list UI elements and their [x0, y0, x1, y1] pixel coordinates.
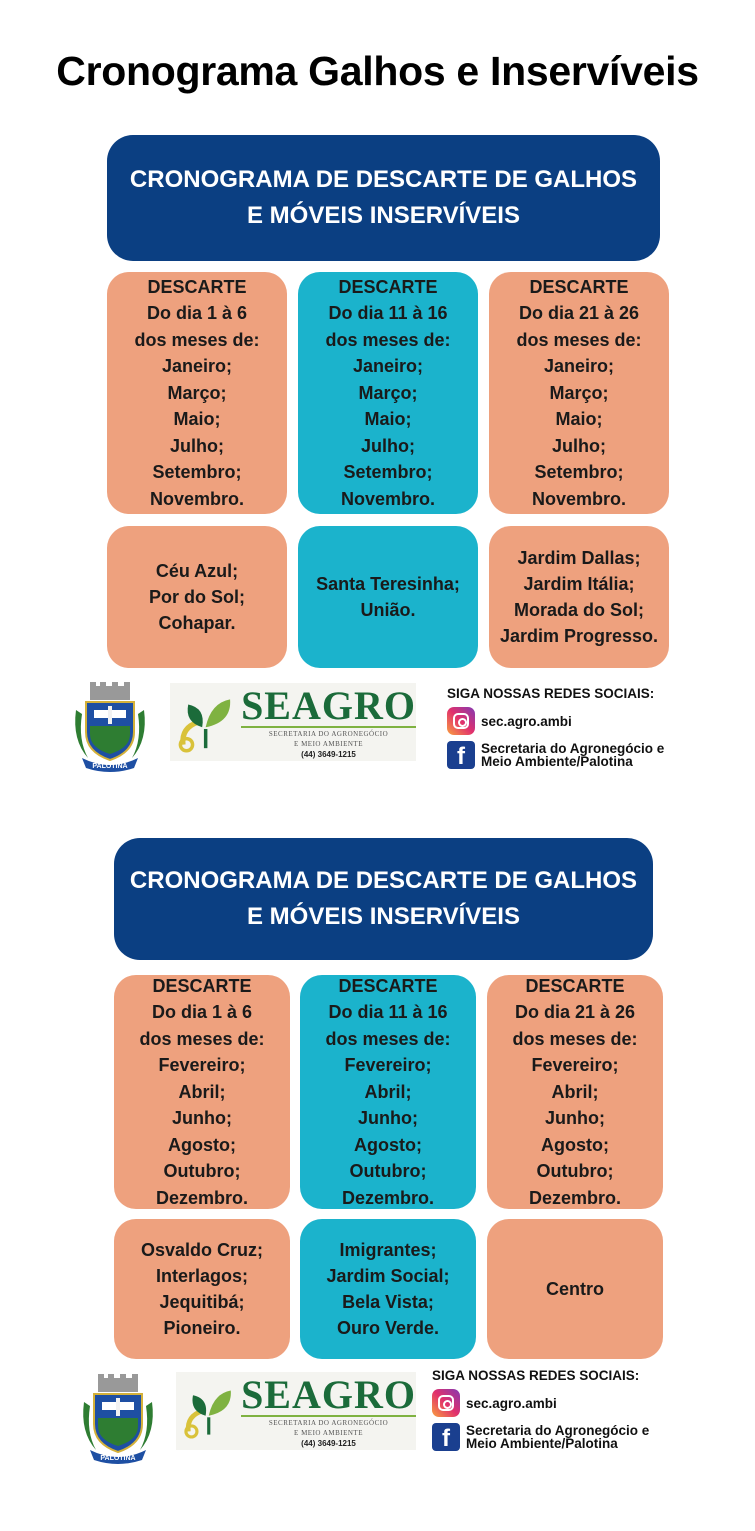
- instagram-icon: [432, 1389, 460, 1417]
- palotina-crest-icon: [68, 680, 152, 772]
- svg-text:PALOTINA: PALOTINA: [92, 763, 128, 770]
- neighborhood-name: Jequitibá;: [159, 1292, 245, 1312]
- instagram-handle: sec.agro.ambi: [466, 1395, 557, 1411]
- facebook-line: Meio Ambiente/Palotina: [466, 1436, 618, 1451]
- neighborhood-name: Jardim Dallas;: [517, 548, 641, 568]
- card-line: Novembro.: [340, 488, 436, 509]
- card-line: Abril;: [364, 1081, 412, 1102]
- facebook-link[interactable]: [447, 741, 747, 769]
- instagram-link[interactable]: [432, 1389, 742, 1417]
- schedule-card-days-21-26: [489, 272, 669, 514]
- card-line: Junho;: [358, 1108, 418, 1129]
- facebook-link[interactable]: [432, 1423, 742, 1451]
- schedule-card-days-21-26: [487, 975, 663, 1209]
- facebook-line: Secretaria do Agronegócio e: [466, 1423, 650, 1438]
- palotina-crest-icon: [76, 1372, 160, 1464]
- card-line: Novembro.: [149, 488, 245, 509]
- card-line: Setembro;: [343, 462, 433, 483]
- card-line: Março;: [167, 382, 227, 403]
- neighborhood-name: Santa Teresinha;: [316, 574, 460, 594]
- card-line: Do dia 1 à 6: [151, 1002, 253, 1023]
- seagro-logo: [170, 683, 416, 761]
- facebook-icon: f: [432, 1423, 460, 1451]
- neighborhood-name: Céu Azul;: [155, 561, 239, 581]
- neighborhood-name: Jardim Itália;: [523, 574, 635, 594]
- neighborhood-name: Centro: [546, 1279, 604, 1299]
- section-header: [114, 838, 653, 960]
- card-line: Julho;: [170, 435, 224, 456]
- card-line: Dezembro.: [341, 1187, 435, 1208]
- card-line: Do dia 11 à 16: [328, 1002, 448, 1023]
- card-line: Janeiro;: [352, 356, 424, 377]
- seagro-logo: [176, 1372, 416, 1450]
- neighborhood-name: Interlagos;: [155, 1266, 248, 1286]
- neighborhood-card: [489, 526, 669, 668]
- neighborhood-name: Bela Vista;: [342, 1292, 434, 1312]
- card-line: Agosto;: [541, 1134, 609, 1155]
- card-line: Agosto;: [168, 1134, 236, 1155]
- neighborhood-name: Cohapar.: [158, 613, 236, 633]
- instagram-handle: sec.agro.ambi: [481, 713, 572, 729]
- neighborhood-name: Pioneiro.: [163, 1318, 241, 1338]
- logo-sub: SECRETARIA DO AGRONEGÓCIO: [268, 1418, 389, 1427]
- card-line: DESCARTE: [152, 975, 252, 996]
- card-line: Outubro;: [536, 1161, 614, 1182]
- card-line: dos meses de:: [325, 1028, 451, 1049]
- logo-phone: (44) 3649-1215: [301, 749, 356, 759]
- card-line: Fevereiro;: [531, 1055, 619, 1076]
- card-line: Dezembro.: [528, 1187, 622, 1208]
- logo-name: SEAGRO: [241, 1371, 416, 1417]
- neighborhood-name: Por do Sol;: [149, 587, 245, 607]
- card-line: Agosto;: [354, 1134, 422, 1155]
- facebook-page: [466, 1424, 649, 1450]
- logo-phone: (44) 3649-1215: [301, 1438, 356, 1448]
- card-line: Maio;: [555, 409, 603, 430]
- schedule-card-days-1-6: [107, 272, 287, 514]
- card-line: Janeiro;: [161, 356, 233, 377]
- neighborhood-name: Imigrantes;: [339, 1240, 437, 1260]
- neighborhood-name: Jardim Social;: [326, 1266, 450, 1286]
- logo-sub: E MEIO AMBIENTE: [294, 739, 363, 748]
- card-line: dos meses de:: [516, 329, 642, 350]
- instagram-link[interactable]: [447, 707, 747, 735]
- social-title: SIGA NOSSAS REDES SOCIAIS:: [447, 686, 655, 701]
- card-line: dos meses de:: [325, 329, 451, 350]
- section-header: [107, 135, 660, 261]
- card-line: Março;: [358, 382, 418, 403]
- schedule-card-days-11-16: [298, 272, 478, 514]
- card-line: Abril;: [178, 1081, 226, 1102]
- card-line: Dezembro.: [155, 1187, 249, 1208]
- neighborhood-card: [107, 526, 287, 668]
- facebook-page: [481, 742, 664, 768]
- card-line: DESCARTE: [525, 975, 625, 996]
- page-title: Cronograma Galhos e Inservíveis: [56, 48, 699, 94]
- neighborhood-name: Morada do Sol;: [514, 600, 644, 620]
- card-line: dos meses de:: [512, 1028, 638, 1049]
- card-line: Do dia 21 à 26: [518, 303, 640, 324]
- neighborhood-name: Ouro Verde.: [336, 1318, 440, 1338]
- card-line: Outubro;: [163, 1161, 241, 1182]
- social-block: [447, 686, 747, 769]
- neighborhood-name: Jardim Progresso.: [499, 626, 659, 646]
- card-line: dos meses de:: [134, 329, 260, 350]
- card-line: Julho;: [552, 435, 606, 456]
- facebook-line: Meio Ambiente/Palotina: [481, 754, 633, 769]
- neighborhood-name: União.: [360, 600, 416, 620]
- card-line: Junho;: [172, 1108, 232, 1129]
- neighborhood-card: [298, 526, 478, 668]
- social-title: SIGA NOSSAS REDES SOCIAIS:: [432, 1368, 640, 1383]
- card-line: Janeiro;: [543, 356, 615, 377]
- card-line: Setembro;: [152, 462, 242, 483]
- header-line-2: E MÓVEIS INSERVÍVEIS: [247, 202, 520, 229]
- card-line: Do dia 1 à 6: [146, 303, 248, 324]
- header-line-2: E MÓVEIS INSERVÍVEIS: [247, 903, 520, 930]
- neighborhood-name: Osvaldo Cruz;: [140, 1240, 264, 1260]
- schedule-card-days-11-16: [300, 975, 476, 1209]
- social-block: [432, 1368, 742, 1451]
- logo-sub: SECRETARIA DO AGRONEGÓCIO: [268, 729, 389, 738]
- card-line: DESCARTE: [338, 975, 438, 996]
- card-line: Abril;: [551, 1081, 599, 1102]
- logo-sub: E MEIO AMBIENTE: [294, 1428, 363, 1437]
- card-line: Maio;: [173, 409, 221, 430]
- header-line-1: CRONOGRAMA DE DESCARTE DE GALHOS: [129, 867, 638, 894]
- svg-text:PALOTINA: PALOTINA: [100, 1455, 136, 1462]
- card-line: Fevereiro;: [344, 1055, 432, 1076]
- facebook-icon: f: [447, 741, 475, 769]
- card-line: Setembro;: [534, 462, 624, 483]
- seagro-leaf-icon: [176, 688, 237, 756]
- logo-name: SEAGRO: [241, 682, 416, 728]
- neighborhood-card: [487, 1219, 663, 1359]
- card-line: DESCARTE: [338, 276, 438, 297]
- header-line-1: CRONOGRAMA DE DESCARTE DE GALHOS: [129, 166, 638, 193]
- card-line: Fevereiro;: [158, 1055, 246, 1076]
- card-line: Março;: [549, 382, 609, 403]
- card-line: DESCARTE: [529, 276, 629, 297]
- facebook-line: Secretaria do Agronegócio e: [481, 741, 665, 756]
- card-line: Do dia 21 à 26: [514, 1002, 636, 1023]
- seagro-leaf-icon: [182, 1377, 237, 1445]
- card-line: Novembro.: [531, 488, 627, 509]
- card-line: DESCARTE: [147, 276, 247, 297]
- card-line: Do dia 11 à 16: [328, 303, 448, 324]
- neighborhood-card: [114, 1219, 290, 1359]
- instagram-icon: [447, 707, 475, 735]
- schedule-card-days-1-6: [114, 975, 290, 1209]
- card-line: Outubro;: [349, 1161, 427, 1182]
- neighborhood-card: [300, 1219, 476, 1359]
- card-line: Maio;: [364, 409, 412, 430]
- card-line: dos meses de:: [139, 1028, 265, 1049]
- card-line: Julho;: [361, 435, 415, 456]
- card-line: Junho;: [545, 1108, 605, 1129]
